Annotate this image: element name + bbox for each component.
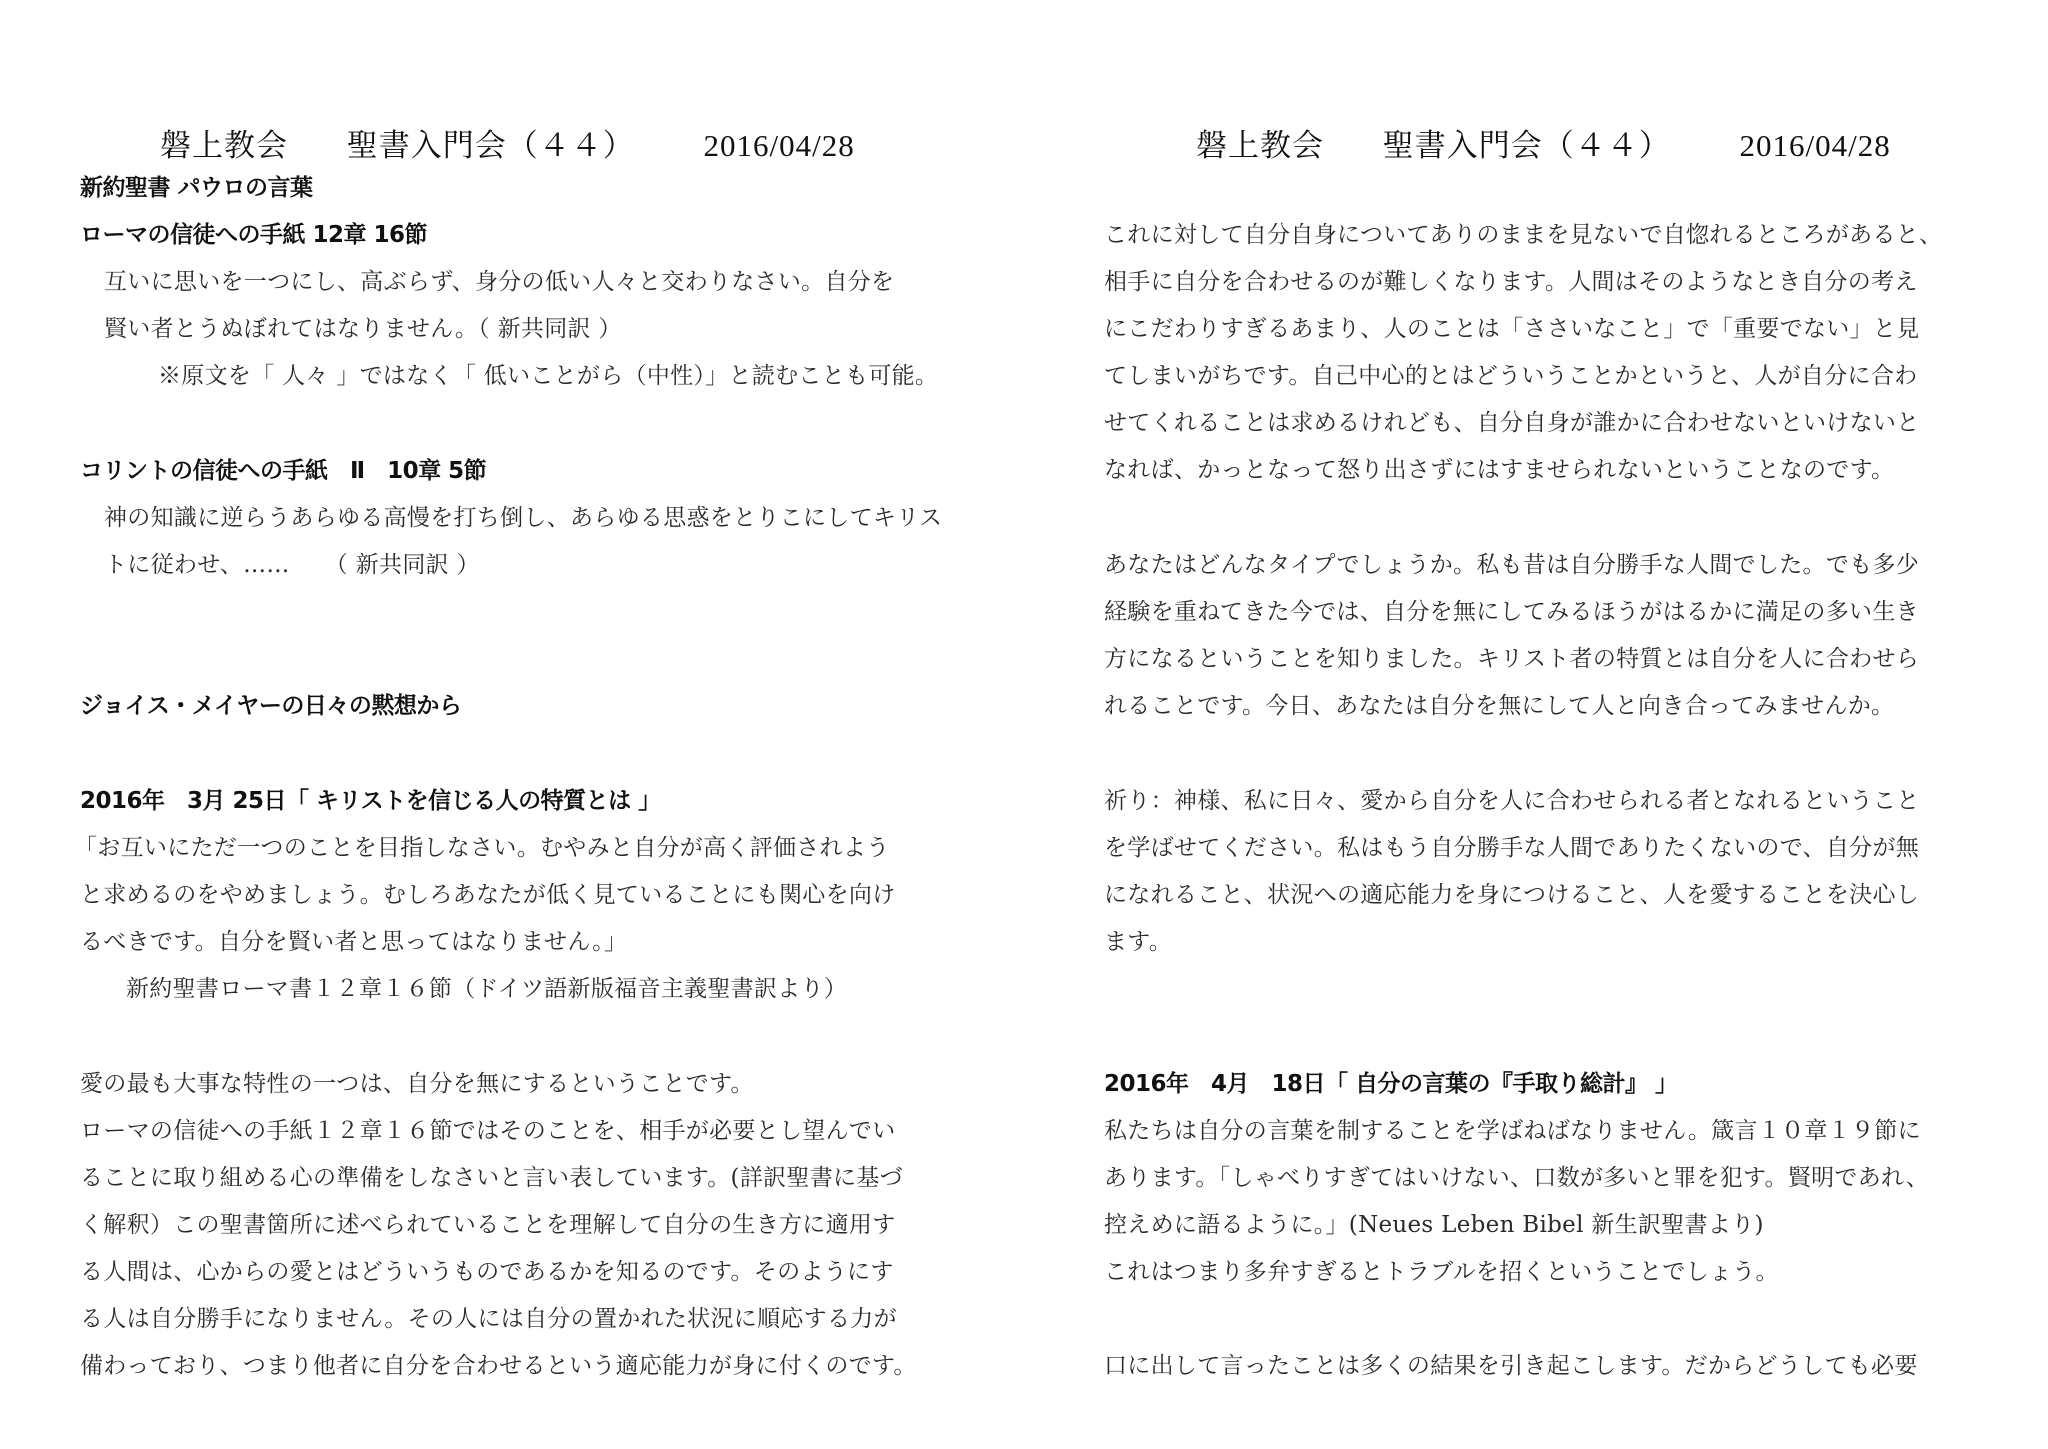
devotion-heading: 2016年 3月 25日「 キリストを信じる人の特質とは 」 <box>80 788 661 814</box>
joyce-meyer-heading: ジョイス・メイヤーの日々の黙想から <box>80 693 462 719</box>
section-title: 新約聖書 パウロの言葉 <box>80 175 313 201</box>
romans-note: ※原文を「 人々 」ではなく「 低いことがら（中性）」と読むことも可能。 <box>158 363 939 389</box>
quote-line: と求めるのをやめましょう。むしろあなたが低く見ていることにも関心を向け <box>80 882 896 908</box>
devotion-line: 口に出して言ったことは多くの結果を引き起こします。だからどうしても必要 <box>1104 1353 1918 1379</box>
paragraph-line: これに対して自分自身についてありのままを見ないで自惚れるところがあると、 <box>1104 222 1943 248</box>
devotion-line: これはつまり多弁すぎるとトラブルを招くということでしょう。 <box>1104 1259 1779 1285</box>
romans-heading: ローマの信徒への手紙 12章 16節 <box>80 222 428 248</box>
meeting-title: 聖書入門会（４４） <box>346 128 635 163</box>
church-name: 磐上教会 <box>160 128 288 163</box>
devotion-line: あります。「しゃべりすぎてはいけない、口数が多いと罪を犯す。賢明であれ、 <box>1104 1165 1929 1191</box>
paragraph-line: にこだわりすぎるあまり、人のことは「ささいなこと」で「重要でない」と見 <box>1104 316 1920 342</box>
body-line: る人は自分勝手になりません。その人には自分の置かれた状況に順応する力が <box>80 1306 897 1332</box>
meeting-title: 聖書入門会（４４） <box>1382 128 1671 163</box>
quote-line: 「お互いにただ一つのことを目指しなさい。むやみと自分が高く評価されよう <box>74 835 890 861</box>
paragraph-line: れることです。今日、あなたは自分を無にして人と向き合ってみませんか。 <box>1104 693 1895 719</box>
corinthians-line: 神の知識に逆らうあらゆる高慢を打ち倒し、あらゆる思惑をとりこにしてキリス <box>104 505 943 531</box>
paragraph-line: 相手に自分を合わせるのが難しくなります。人間はそのようなとき自分の考え <box>1104 269 1918 295</box>
body-line: ローマの信徒への手紙１２章１６節ではそのことを、相手が必要とし望んでい <box>80 1118 896 1144</box>
romans-line: 賢い者とうぬぼれてはなりません。（ 新共同訳 ） <box>104 316 622 342</box>
devotion-line: 控えめに語るように。」(Neues Leben Bibel 新生訳聖書より) <box>1104 1212 1764 1238</box>
corinthians-heading: コリントの信徒への手紙 Ⅱ 10章 5節 <box>80 458 487 484</box>
paragraph-line: あなたはどんなタイプでしょうか。私も昔は自分勝手な人間でした。でも多少 <box>1104 552 1920 578</box>
meeting-date: 2016/04/28 <box>1739 128 1891 163</box>
paragraph-line: 経験を重ねてきた今では、自分を無にしてみるほうがはるかに満足の多い生き <box>1104 599 1919 625</box>
page-header <box>160 120 855 165</box>
prayer-line: になれること、状況への適応能力を身につけること、人を愛することを決心し <box>1104 882 1920 908</box>
quote-line: るべきです。自分を賢い者と思ってはなりません。」 <box>80 929 628 955</box>
body-line: 愛の最も大事な特性の一つは、自分を無にするということです。 <box>80 1071 754 1097</box>
quote-source: 新約聖書ローマ書１２章１６節（ドイツ語新版福音主義聖書訳より） <box>126 976 848 1002</box>
paragraph-line: なれば、かっとなって怒り出さずにはすませられないということなのです。 <box>1104 457 1895 483</box>
devotion-line: 私たちは自分の言葉を制することを学ばねばなりません。箴言１０章１９節に <box>1104 1118 1921 1144</box>
body-line: く解釈）この聖書箇所に述べられていることを理解して自分の生き方に適用す <box>80 1212 896 1238</box>
church-name: 磐上教会 <box>1196 128 1324 163</box>
right-page <box>1024 0 2048 1449</box>
prayer-line: ます。 <box>1104 929 1173 955</box>
prayer-line: を学ばせてください。私はもう自分勝手な人間でありたくないので、自分が無 <box>1104 835 1920 861</box>
corinthians-line: トに従わせ、…… （ 新共同訳 ） <box>104 552 480 578</box>
prayer-line: 祈り：神様、私に日々、愛から自分を人に合わせられる者となれるということ <box>1104 788 1920 814</box>
body-line: ることに取り組める心の準備をしなさいと言い表しています。(詳訳聖書に基づ <box>80 1165 903 1191</box>
devotion-heading: 2016年 4月 18日「 自分の言葉の『手取り総計』 」 <box>1104 1071 1678 1097</box>
body-line: 備わっており、つまり他者に自分を合わせるという適応能力が身に付くのです。 <box>80 1353 917 1379</box>
romans-line: 互いに思いを一つにし、高ぶらず、身分の低い人々と交わりなさい。自分を <box>104 269 895 295</box>
paragraph-line: てしまいがちです。自己中心的とはどういうことかというと、人が自分に合わ <box>1104 363 1918 389</box>
body-line: る人間は、心からの愛とはどういうものであるかを知るのです。そのようにす <box>80 1259 894 1285</box>
page-header <box>1196 120 1891 165</box>
paragraph-line: 方になるということを知りました。キリスト者の特質とは自分を人に合わせら <box>1104 646 1920 672</box>
paragraph-line: せてくれることは求めるけれども、自分自身が誰かに合わせないといけないと <box>1104 410 1920 436</box>
meeting-date: 2016/04/28 <box>703 128 855 163</box>
